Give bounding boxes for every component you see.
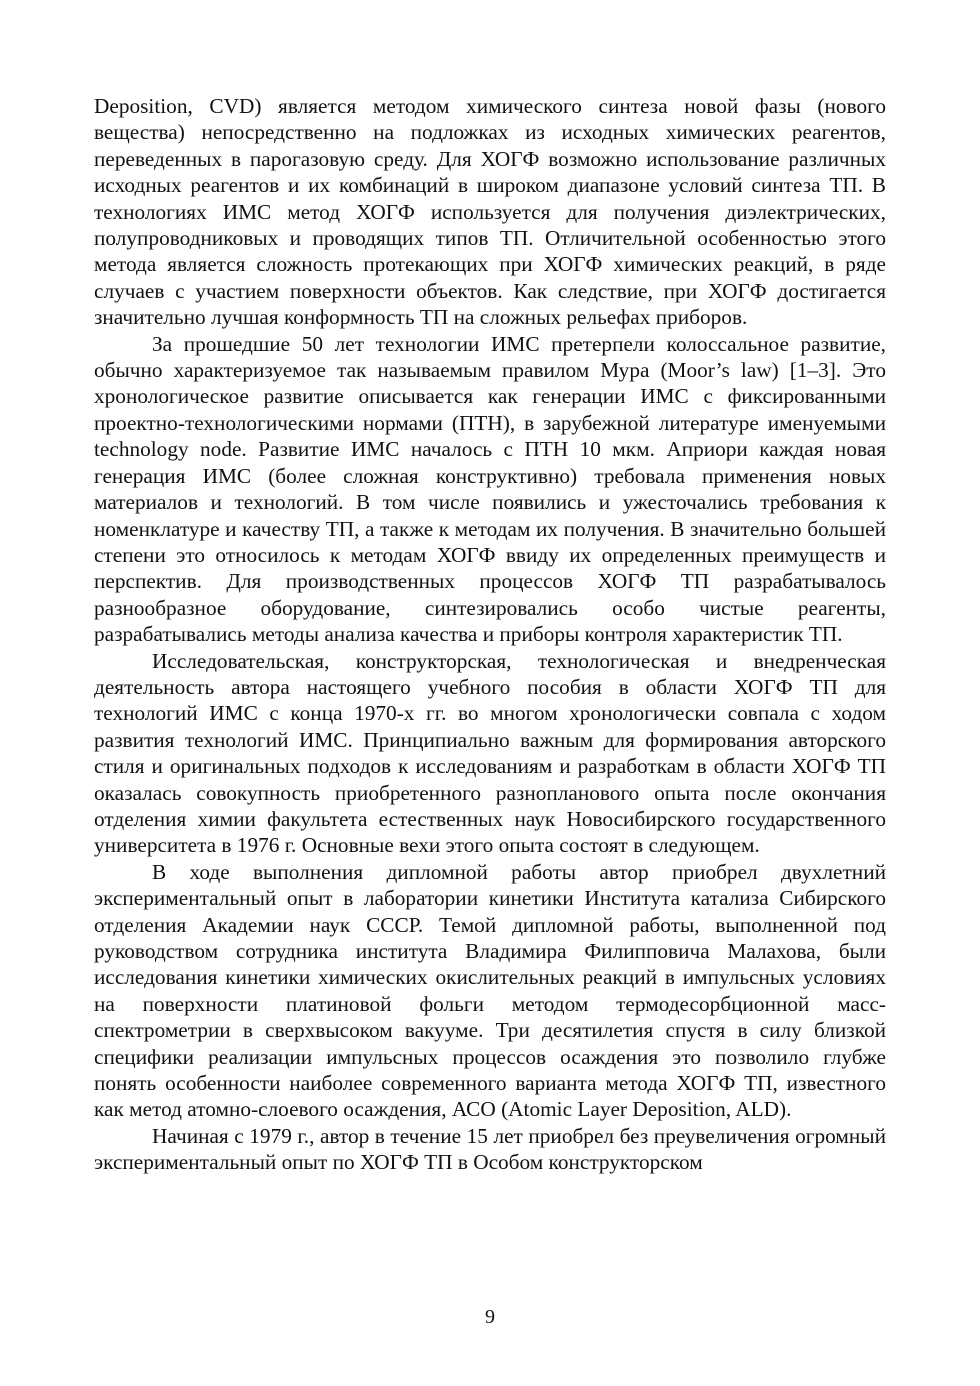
- body-text: [94, 93, 886, 1176]
- paragraph-diploma-work: В ходе выполнения дипломной работы автор приобрел двухлетний экспериментальный опыт в лаборатории кинетики Института катализа Сибирского отделения Академии наук СССР. Темой дипломной работы, выполненной под руководством сотрудника института Владимира Филипповича Малахова, были исследования кинетики химических окислительных реакций в импульсных условиях на поверхности платиновой фольги методом термодесорбционной масс-спектрометрии в сверхвысоком вакууме. Три десятилетия спустя в силу близкой специфики реализации импульсных процессов осаждения это позволило глубже понять особенности наиболее современного варианта метода ХОГФ ТП, известного как метод атомно-слоевого осаждения, АСО (Atomic Layer Deposition, ALD).: [94, 859, 886, 1122]
- paragraph-experience-1979: Начиная с 1979 г., автор в течение 15 лет приобрел без преувеличения огромный экспериментальный опыт по ХОГФ ТП в Особом конструкторском: [94, 1123, 886, 1175]
- paragraph-cvd-definition: Deposition, CVD) является методом химического синтеза новой фазы (нового вещества) непосредственно на подложках из исходных химических реагентов, переведенных в парогазовую среду. Для ХОГФ возможно использование различных исходных реагентов и их комбинаций в широком диапазоне условий синтеза ТП. В технологиях ИМС метод ХОГФ используется для получения диэлектрических, полупроводниковых и проводящих типов ТП. Отличительной особенностью этого метода является сложность протекающих при ХОГФ химических реакций, в ряде случаев с участием поверхности объектов. Как следствие, при ХОГФ достигается значительно лучшая конформность ТП на сложных рельефах приборов.: [94, 94, 886, 330]
- page-number: 9: [485, 1306, 495, 1328]
- paragraph-moores-law: За прошедшие 50 лет технологии ИМС претерпели колоссальное развитие, обычно характеризуемое так называемым правилом Мура (Moor’s law) [1–3]. Это хронологическое развитие описывается как генерации ИМС с фиксированными проектно-технологическими нормами (ПТН), в зарубежной литературе именуемыми technology node. Развитие ИМС началось с ПТН 10 мкм. Априори каждая новая генерация ИМС (более сложная конструктивно) требовала применения новых материалов и технологий. В том числе появились и ужесточались требования к номенклатуре и качеству ТП, а также к методам их получения. В значительно большей степени это относилось к методам ХОГФ ввиду их определенных преимуществ и перспектив. Для производственных процессов ХОГФ ТП разрабатывалось разнообразное оборудование, синтезировались особо чистые реагенты, разрабатывались методы анализа качества и приборы контроля характеристик ТП.: [94, 331, 886, 647]
- paragraph-author-activity: Исследовательская, конструкторская, технологическая и внедренческая деятельность автора настоящего учебного пособия в области ХОГФ ТП для технологий ИМС с конца 1970-х гг. во многом хронологически совпала с ходом развития технологий ИМС. Принципиально важным для формирования авторского стиля и оригинальных подходов к исследованиям и разработкам в области ХОГФ ТП оказалась совокупность приобретенного разнопланового опыта после окончания отделения химии факультета естественных наук Новосибирского государственного университета в 1976 г. Основные вехи этого опыта состоят в следующем.: [94, 648, 886, 858]
